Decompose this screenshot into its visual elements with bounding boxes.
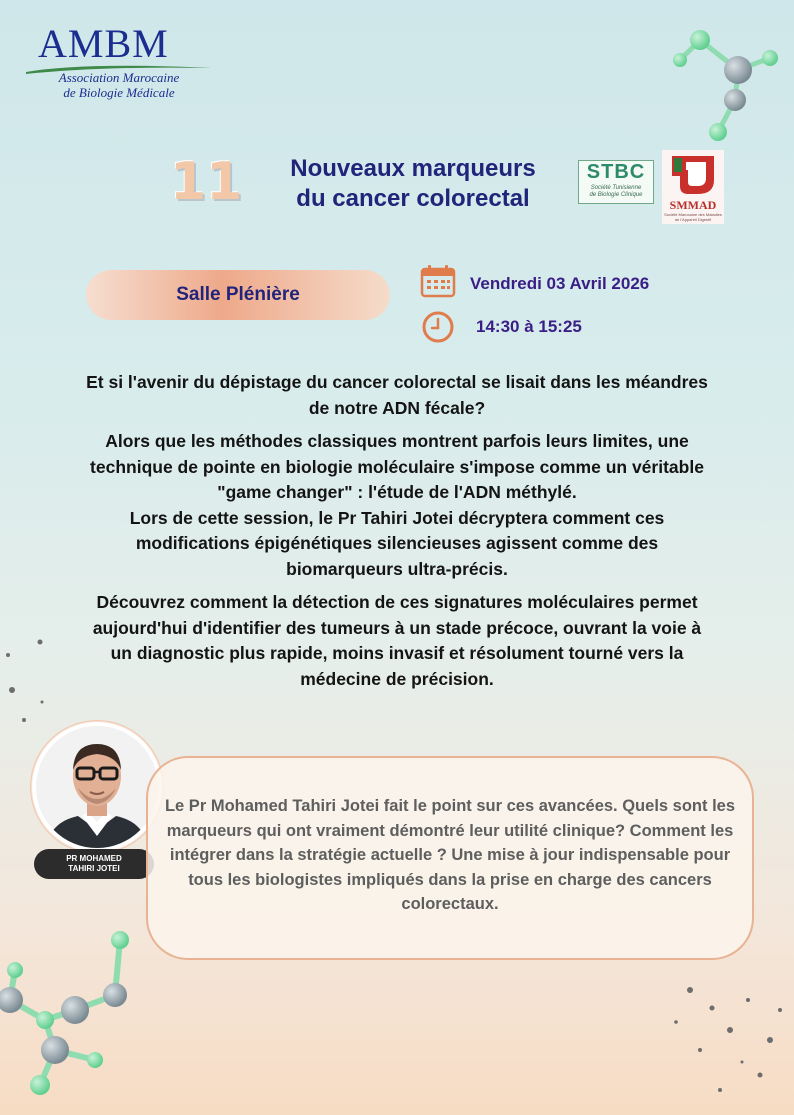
smmad-logo: SMMAD Société Marocaine des Maladies de l'Appareil Digestif bbox=[662, 150, 724, 224]
ambm-logo bbox=[24, 18, 204, 108]
speaker-photo bbox=[36, 726, 158, 848]
clock-icon bbox=[421, 310, 455, 344]
session-date: Vendredi 03 Avril 2026 bbox=[470, 274, 650, 293]
speaker-name-tag: PR MOHAMED TAHIRI JOTEI bbox=[34, 849, 154, 879]
description-paragraph-1: Et si l'avenir du dépistage du cancer colorectal se lisait dans les méandres de notre ADN fécale? bbox=[86, 372, 708, 418]
session-description bbox=[86, 370, 708, 700]
calendar-icon bbox=[420, 264, 456, 298]
logo-title: AMBM bbox=[38, 21, 169, 66]
session-title: Nouveaux marqueurs du cancer colorectal bbox=[290, 155, 536, 212]
smmad-mark-icon bbox=[668, 152, 718, 196]
session-time: 14:30 à 15:25 bbox=[476, 317, 582, 336]
session-number: 11 bbox=[170, 152, 243, 212]
stbc-logo: STBC Société Tunisienne de Biologie Clinique bbox=[578, 160, 654, 204]
speaker-quote: Le Pr Mohamed Tahiri Jotei fait le point sur ces avancées. Quels sont les marqueurs qui ont vraiment démontré leur utilité clinique? Comment les intégrer dans la stratégie actuelle ? Une mise à jour indispensable pour tous les biologistes impliqués dans la prise en charge des cancers colorectaux. bbox=[164, 797, 736, 913]
room-pill: Salle Plénière bbox=[86, 270, 390, 320]
description-paragraph-4: Découvrez comment la détection de ces signatures moléculaires permet aujourd'hui d'identifier des tumeurs à un stade précoce, ouvrant la voie à un diagnostic plus rapide, moins invasif et résolument tourné vers la médecine de précision. bbox=[92, 592, 702, 689]
description-paragraph-3: Lors de cette session, le Pr Tahiri Jotei décryptera comment ces modifications épigénétiques silencieuses agissent comme des biomarqueurs ultra-précis. bbox=[129, 507, 665, 579]
speaker-portrait-icon bbox=[36, 726, 158, 848]
description-paragraph-2: Alors que les méthodes classiques montrent parfois leurs limites, une technique de pointe en biologie moléculaire s'impose comme un véritable "game changer" : l'étude de l'ADN méthylé. bbox=[90, 431, 704, 502]
speaker-quote-box bbox=[146, 756, 754, 960]
logo-subtitle: Association Marocaine de Biologie Médicale bbox=[58, 70, 180, 100]
